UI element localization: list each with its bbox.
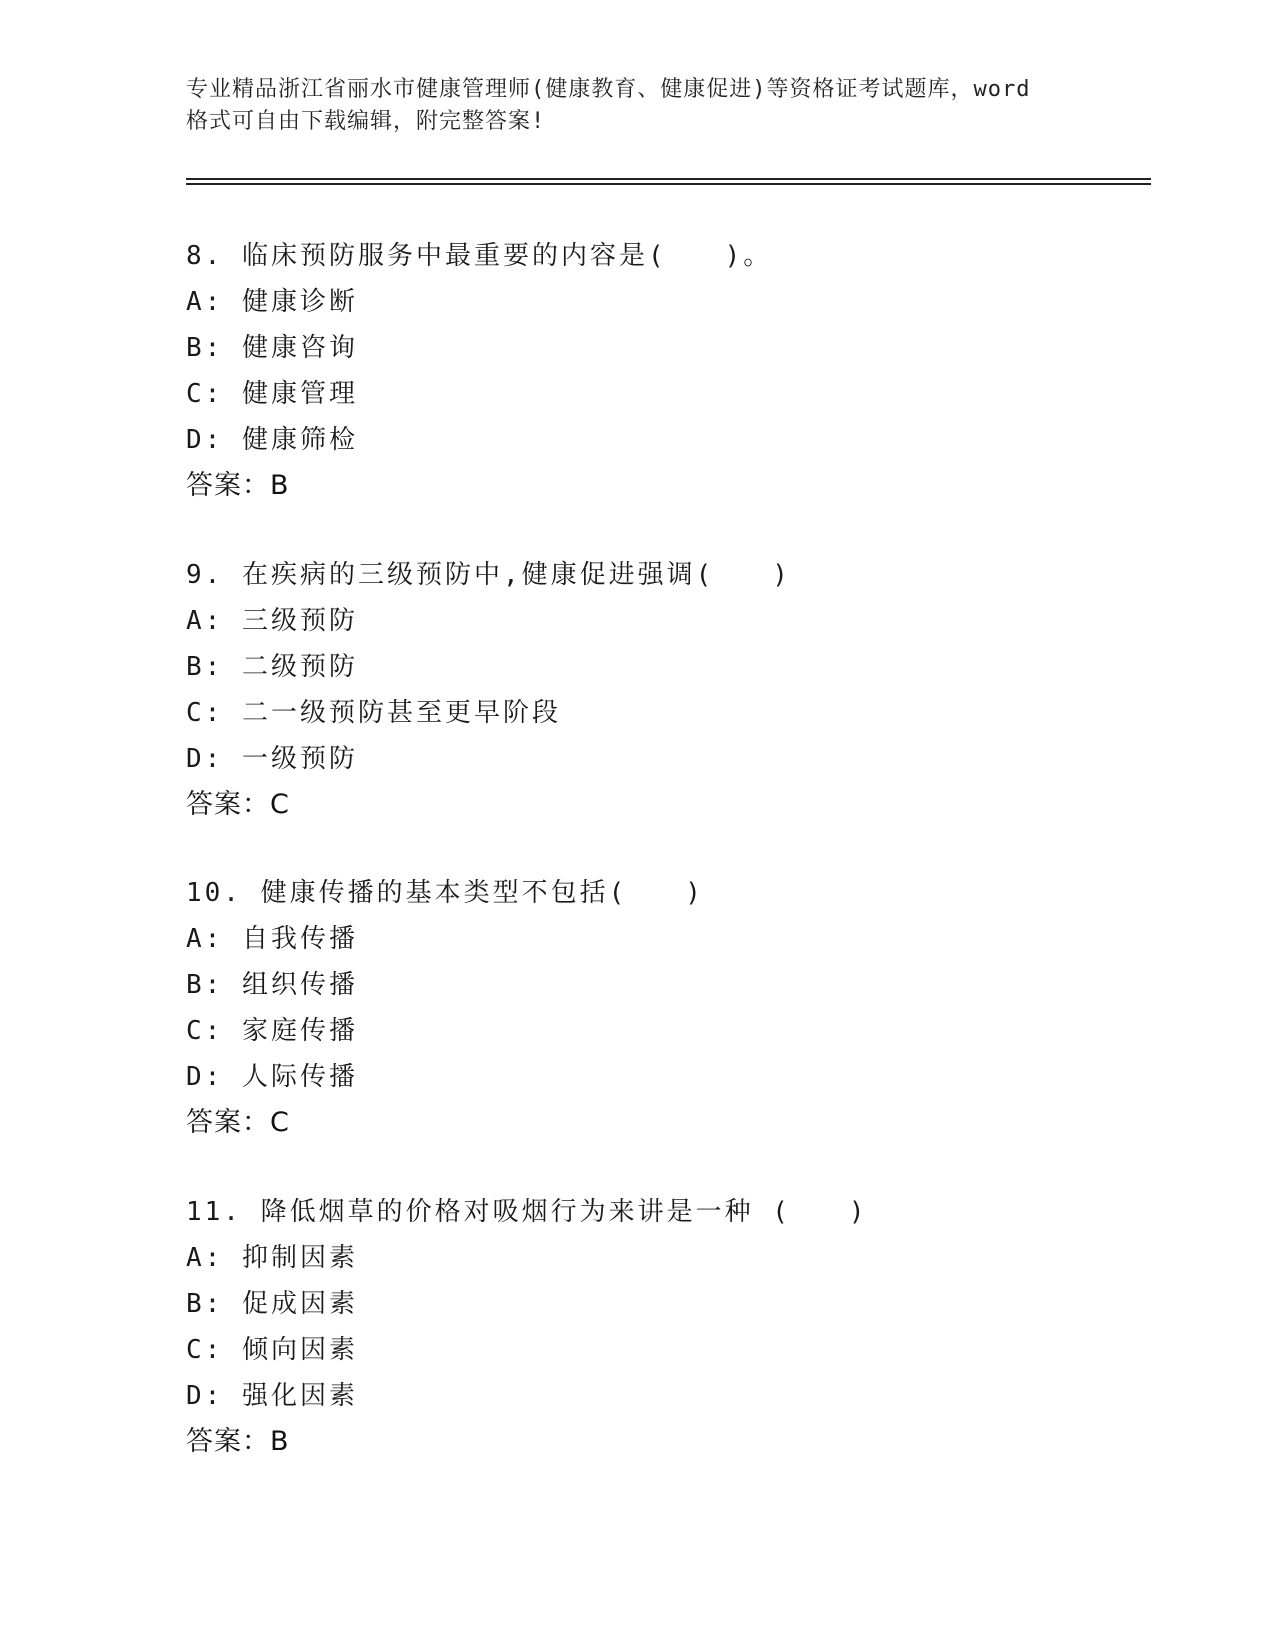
question-block: [186, 233, 1146, 509]
answer-line: 答案：B: [186, 1426, 290, 1457]
option-a: A: 自我传播: [186, 924, 358, 954]
option-b: B: 组织传播: [186, 970, 358, 1000]
document-header: [186, 74, 1086, 138]
option-b: B: 健康咨询: [186, 333, 358, 363]
option-d: D: 健康筛检: [186, 425, 358, 455]
option-c: C: 倾向因素: [186, 1335, 358, 1365]
answer-line: 答案：C: [186, 1107, 290, 1138]
option-a: A: 三级预防: [186, 606, 358, 636]
header-divider-bottom: [186, 183, 1151, 185]
header-line-1: 专业精品浙江省丽水市健康管理师(健康教育、健康促进)等资格证考试题库，word: [186, 77, 1031, 102]
option-a: A: 抑制因素: [186, 1243, 358, 1273]
question-stem: 11. 降低烟草的价格对吸烟行为来讲是一种 ( ): [186, 1197, 868, 1227]
option-c: C: 健康管理: [186, 379, 358, 409]
option-d: D: 一级预防: [186, 744, 358, 774]
question-stem: 10. 健康传播的基本类型不包括( ): [186, 878, 704, 908]
answer-line: 答案：B: [186, 470, 290, 501]
option-b: B: 二级预防: [186, 652, 358, 682]
option-b: B: 促成因素: [186, 1289, 358, 1319]
header-divider-top: [186, 178, 1151, 180]
question-block: [186, 870, 1146, 1146]
answer-line: 答案：C: [186, 789, 290, 820]
option-d: D: 人际传播: [186, 1062, 358, 1092]
question-stem: 9. 在疾病的三级预防中,健康促进强调( ): [186, 560, 791, 590]
option-a: A: 健康诊断: [186, 287, 358, 317]
header-line-2: 格式可自由下载编辑，附完整答案!: [186, 109, 546, 134]
option-c: C: 家庭传播: [186, 1016, 358, 1046]
question-stem: 8. 临床预防服务中最重要的内容是( )。: [186, 241, 773, 271]
question-block: [186, 552, 1146, 828]
option-d: D: 强化因素: [186, 1381, 358, 1411]
option-c: C: 二一级预防甚至更早阶段: [186, 698, 561, 728]
question-block: [186, 1189, 1146, 1465]
